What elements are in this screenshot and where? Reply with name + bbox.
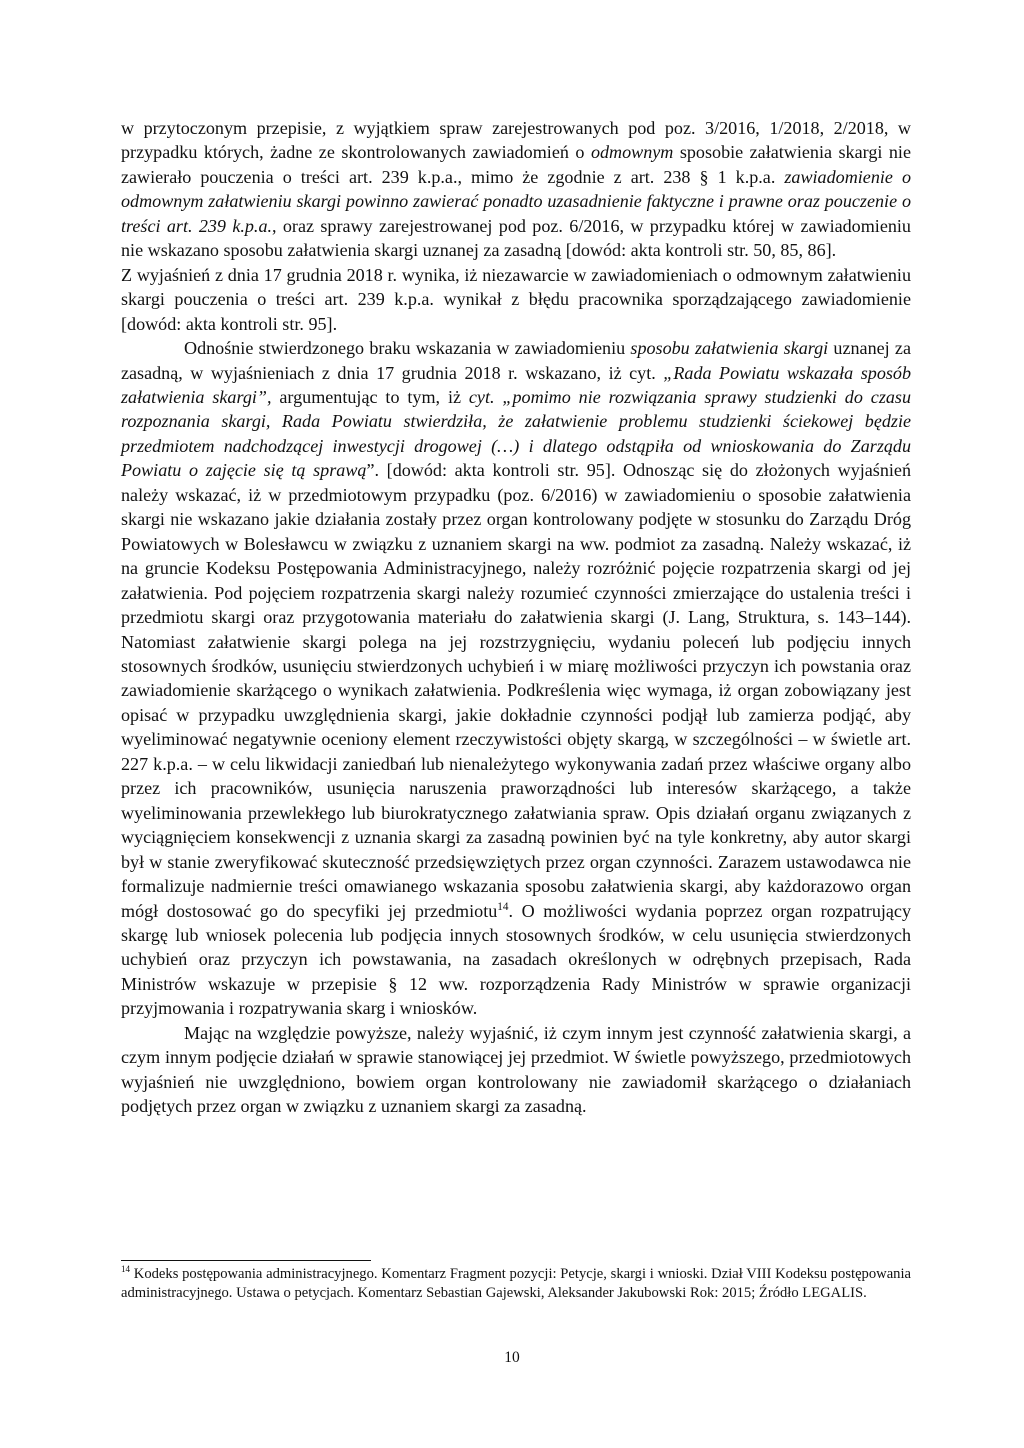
document-body	[121, 116, 911, 1119]
paragraph-3	[121, 336, 911, 1021]
text-run: Odnośnie stwierdzonego braku wskazania w zawiadomieniu	[184, 338, 631, 359]
text-run: Z wyjaśnień z dnia 17 grudnia 2018 r. wynika, iż niezawarcie w zawiadomieniach o odmownym załatwieniu skargi pouczenia o treści art. 239 k.p.a. wynikał z błędu pracownika sporządzającego zawiadomienie [dowód: akta kontroli str. 95].	[121, 264, 911, 334]
text-run: sposobie załatwienia skargi nie zawierało pouczenia o treści art. 239 k.p.a., mimo że zgodnie z art. 238 § 1 k.p.a.	[121, 142, 911, 187]
italic-text: cyt. „pomimo nie rozwiązania sprawy studzienki do czasu rozpoznania skargi, Rada Powiatu stwierdziła, że załatwienie problemu studzienki ściekowej będzie przedmiotem nadchodzącej inwestycji drogowej (…) i dlatego odstąpiła od wnioskowania do Zarządu Powiatu o zajęcie się tą sprawą	[121, 386, 912, 481]
text-run: , oraz sprawy zarejestrowanej pod poz. 6/2016, w przypadku której w zawiadomieniu nie wskazano sposobu załatwienia skargi uznanej za zasadną [dowód: akta kontroli str. 50, 85, 86].	[121, 215, 911, 261]
footnote-marker: 14	[121, 1264, 131, 1275]
text-run: Mając na względzie powyższe, należy wyjaśnić, iż czym innym jest czynność załatwienia skargi, a czym innym podjęcie działań w sprawie stanowiącej jej przedmiot. W świetle powyższego, przedmiotowych wyjaśnień nie uwzględniono, bowiem organ kontrolowany nie zawiadomił skarżącego o działaniach podjętych przez organ w związku z uznaniem skargi za zasadną.	[121, 1022, 911, 1117]
text-run: . O możliwości wydania poprzez organ rozpatrujący skargę lub wniosek polecenia lub podjęcia innych stosownych środków, w celu usunięcia stwierdzonych uchybień oraz przyczyn ich powstawania, na zasadach określonych w odrębnych przepisach, Rada Ministrów wskazuje w przepisie § 12 ww. rozporządzenia Rady Ministrów w sprawie organizacji przyjmowania i rozpatrywania skarg i wniosków.	[121, 900, 911, 1019]
italic-text: zawiadomienie o odmownym załatwieniu skargi powinno zawierać ponadto uzasadnienie faktyczne i prawne oraz pouczenie o treści art. 239 k.p.a.	[121, 166, 911, 236]
paragraph-1	[121, 116, 911, 263]
text-run: ”. [dowód: akta kontroli str. 95]. Odnosząc się do złożonych wyjaśnień należy wskazać, iż w przedmiotowym przypadku (poz. 6/2016) w zawiadomieniu o sposobie załatwienia skargi nie wskazano jakie działania zostały przez organ kontrolowany podjęte w stosunku do Zarządu Dróg Powiatowych w Bolesławcu w związku z uznaniem skargi na ww. podmiot za zasadną. Należy wskazać, iż na gruncie Kodeksu Postępowania Administracyjnego, należy rozróżnić pojęcie rozpatrzenia skargi od jej załatwienia. Pod pojęciem rozpatrzenia skargi należy rozumieć czynności zmierzające do ustalenia treści i przedmiotu skargi oraz przygotowania materiału do załatwienia skargi (J. Lang, Struktura, s. 143–144). Natomiast załatwienie skargi polega na jej rozstrzygnięciu, wydaniu poleceń lub podjęciu innych stosownych środków, usunięciu stwierdzonych uchybień i w miarę możliwości przyczyn ich powstania oraz zawiadomienie skarżącego o wynikach załatwienia. Podkreślenia więc wymaga, iż organ zobowiązany jest opisać w przypadku uwzględnienia skargi, jakie dokładnie czynności podjął lub zamierza podjąć, aby wyeliminować negatywnie oceniony element rzeczywistości objęty skargą, w szczególności – w świetle art. 227 k.p.a. – w celu likwidacji zaniedbań lub nienależytego wykonywania zadań przez właściwe organy albo przez ich pracowników, usunięcia naruszenia praworządności lub interesów skarżącego, a także wyeliminowania przewlekłego lub biurokratycznego załatwiania spraw. Opis działań organu związanych z wyciągnięciem konsekwencji z uznania skargi za zasadną powinien być na tyle konkretny, aby autor skargi był w stanie zweryfikować skuteczność przedsięwziętych przez organ czynności. Zarazem ustawodawca nie formalizuje nadmiernie treści omawianego wskazania sposobu załatwienia skargi, aby każdorazowo organ mógł dostosować go do specyfiki jej przedmiotu	[121, 460, 911, 921]
text-run: argumentując to tym, iż	[271, 386, 469, 407]
footnote-reference: 14	[497, 900, 509, 913]
paragraph-2	[121, 263, 911, 336]
italic-text: odmownym	[590, 142, 674, 163]
italic-text: „Rada Powiatu wskazała sposób załatwienia skargi”,	[121, 362, 911, 407]
footnote	[121, 1265, 911, 1302]
paragraph-4	[121, 1021, 911, 1119]
text-run: uznanej za zasadną, w wyjaśnieniach z dnia 17 grudnia 2018 r. wskazano, iż cyt.	[121, 338, 911, 383]
footnote-separator	[121, 1260, 371, 1261]
page-number: 10	[504, 1349, 520, 1366]
text-run: w przytoczonym przepisie, z wyjątkiem spraw zarejestrowanych pod poz. 3/2016, 1/2018, 2/2018, w przypadku których, żadne ze skontrolowanych zawiadomień o	[121, 118, 911, 163]
footnote-text: Kodeks postępowania administracyjnego. Komentarz Fragment pozycji: Petycje, skargi i wnioski. Dział VIII Kodeksu postępowania administracyjnego. Ustawa o petycjach. Komentarz Sebastian Gajewski, Aleksander Jakubowski Rok: 2015; Źródło LEGALIS.	[121, 1266, 911, 1301]
italic-text: sposobu załatwienia skargi	[630, 338, 829, 359]
